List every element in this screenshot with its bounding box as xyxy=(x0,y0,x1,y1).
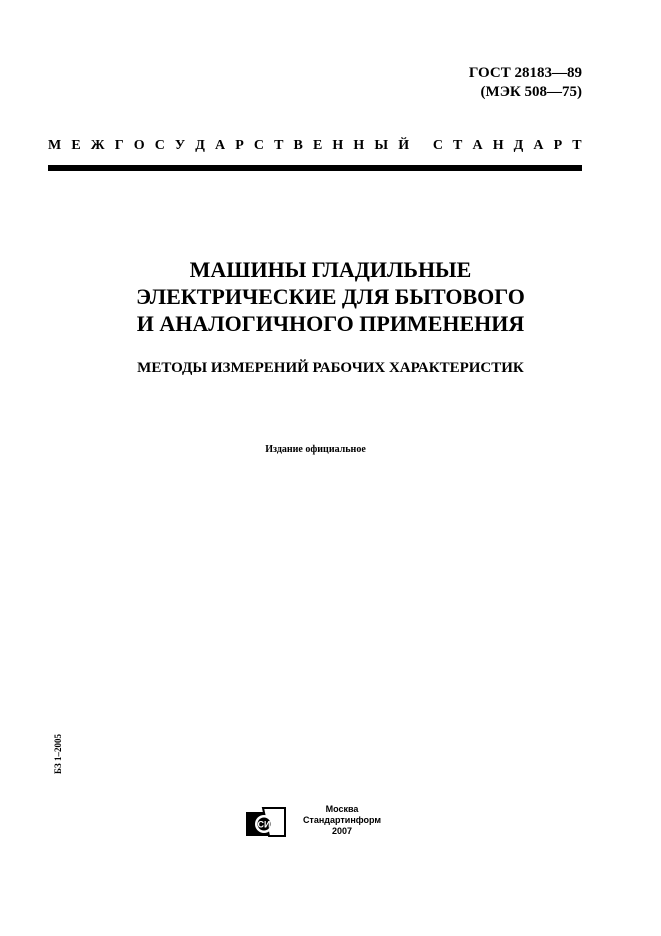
header-letter: С xyxy=(253,138,265,153)
header-letter: Д xyxy=(195,138,205,153)
header-letter: Д xyxy=(513,138,524,153)
publisher-info xyxy=(296,804,388,837)
header-letter: Г xyxy=(114,138,124,153)
title-line: МАШИНЫ ГЛАДИЛЬНЫЕ xyxy=(189,257,472,282)
standard-type-header xyxy=(48,138,582,154)
header-letter: С xyxy=(432,138,443,153)
svg-text:СИ: СИ xyxy=(257,819,271,830)
header-letter: В xyxy=(293,138,303,153)
document-code xyxy=(469,64,582,102)
header-letter: А xyxy=(533,138,544,153)
edition-label: Издание официальное xyxy=(265,444,366,455)
header-letter: У xyxy=(174,138,186,153)
header-letter: Н xyxy=(353,138,365,153)
publisher-logo-icon xyxy=(245,806,287,838)
header-letter: А xyxy=(472,138,483,153)
publisher-name: Стандартинформ xyxy=(302,815,382,825)
header-letter: О xyxy=(133,138,145,153)
title-line: И АНАЛОГИЧНОГО ПРИМЕНЕНИЯ xyxy=(136,311,525,336)
title-line: ЭЛЕКТРИЧЕСКИЕ ДЛЯ БЫТОВОГО xyxy=(136,284,525,309)
header-letter: Н xyxy=(492,138,504,153)
publisher-year: 2007 xyxy=(331,826,353,836)
header-letter: Т xyxy=(572,138,582,153)
document-title xyxy=(0,256,661,337)
header-letter: Ы xyxy=(374,138,389,153)
iec-number: (МЭК 508—75) xyxy=(480,84,582,100)
header-letter: Т xyxy=(274,138,284,153)
header-letter: Й xyxy=(398,138,410,153)
header-letter: Е xyxy=(312,138,323,153)
header-letter: М xyxy=(48,138,62,153)
header-word-gap xyxy=(419,138,423,154)
gost-number: ГОСТ 28183—89 xyxy=(468,65,582,81)
header-letter: Р xyxy=(235,138,244,153)
header-letter: Т xyxy=(453,138,463,153)
header-rule xyxy=(48,165,582,171)
header-letter: А xyxy=(215,138,226,153)
publisher-city: Москва xyxy=(325,804,359,814)
header-letter: Ж xyxy=(90,138,105,153)
side-note: БЗ 1–2005 xyxy=(53,734,63,774)
header-letter: С xyxy=(154,138,165,153)
header-letter: Н xyxy=(332,138,344,153)
document-subtitle: МЕТОДЫ ИЗМЕРЕНИЙ РАБОЧИХ ХАРАКТЕРИСТИК xyxy=(137,360,524,376)
header-letter: Р xyxy=(553,138,563,153)
header-letter: Е xyxy=(71,138,81,153)
